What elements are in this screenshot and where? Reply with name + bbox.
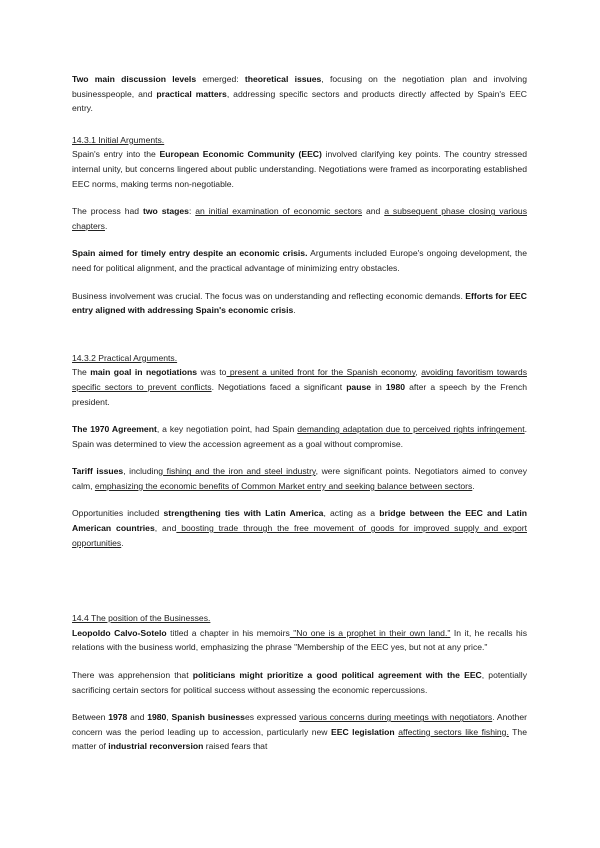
text: emerged: xyxy=(196,74,245,84)
paragraph xyxy=(72,422,527,451)
text: after a speech by the French president. xyxy=(72,381,527,407)
text: , including xyxy=(123,466,164,477)
text: raised fears that xyxy=(203,741,268,752)
text: Between xyxy=(72,712,109,723)
paragraph xyxy=(72,365,527,409)
text: Business involvement was crucial. The focus was on understanding and reflecting economic demands. xyxy=(72,290,466,301)
paragraph xyxy=(72,626,527,655)
bold-text: two stages xyxy=(143,206,189,217)
underlined-text: an initial examination of economic sectors xyxy=(195,206,363,217)
underlined-text: boosting trade through the free movement of goods for improved supply and export opportunities xyxy=(72,523,527,548)
paragraph xyxy=(72,464,527,493)
bold-text: politicians might prioritize a good political agreement with the EEC xyxy=(192,670,482,681)
bold-text: pause xyxy=(346,381,372,392)
bold-text: Spain aimed for timely entry despite an economic crisis. xyxy=(72,248,308,259)
underlined-text: fishing and the iron and steel industry xyxy=(163,466,316,477)
section-heading-practical-arguments: 14.3.2 Practical Arguments. xyxy=(72,352,178,363)
text: and xyxy=(362,206,385,217)
bold-text: strengthening ties with Latin America xyxy=(163,508,324,519)
page-content xyxy=(72,72,527,767)
spacer xyxy=(72,331,527,351)
bold-text: practical matters xyxy=(156,88,227,99)
text: . Spain was determined to view the accession agreement as a goal without compromise. xyxy=(72,424,527,449)
underlined-text: present a united front for the Spanish economy xyxy=(226,367,416,378)
bold-text: bridge between the EEC and Latin American countries xyxy=(72,508,527,534)
text: , xyxy=(415,367,422,378)
text: The process had xyxy=(72,206,144,217)
text: involved clarifying key points. The country stressed internal unity, but concerns lingered about public understanding. Negotiations were framed as incorporating established EEC norms, making terms non-negotiable. xyxy=(72,149,527,189)
text: , a key negotiation point, had Spain xyxy=(156,424,298,435)
text: . xyxy=(472,480,475,491)
underlined-text: affecting sectors like fishing. xyxy=(398,726,509,737)
text: . Negotiations faced a significant xyxy=(211,381,347,392)
bold-text: 1978 xyxy=(108,712,128,723)
text: and xyxy=(127,712,148,723)
bold-text: The 1970 Agreement xyxy=(72,424,157,435)
bold-text: 1980 xyxy=(385,381,406,392)
bold-text: main goal in negotiations xyxy=(90,367,198,378)
spacer xyxy=(72,563,527,611)
text: . Another concern was the period leading up to accession, particularly new xyxy=(72,712,527,737)
bold-text: theoretical issues xyxy=(244,74,322,84)
intro-paragraph xyxy=(72,72,527,116)
text: . xyxy=(293,305,296,316)
text: . xyxy=(121,537,124,548)
text: was to xyxy=(197,367,227,378)
bold-text: 1980 xyxy=(147,712,167,723)
bold-text: Efforts for EEC entry aligned with addressing Spain's economic crisis xyxy=(72,290,527,316)
text: , and xyxy=(154,523,177,534)
section-heading-initial-arguments: 14.3.1 Initial Arguments. xyxy=(72,134,165,145)
text: The xyxy=(72,367,91,378)
underlined-text: avoiding favoritism towards specific sectors to prevent conflicts xyxy=(72,367,527,392)
text: Opportunities included xyxy=(72,508,164,519)
text: , focusing on the negotiation plan and involving businesspeople, and xyxy=(72,74,527,99)
paragraph xyxy=(72,710,527,754)
text: , potentially sacrificing certain sectors for political success without assessing the economic repercussions. xyxy=(72,670,528,695)
bold-text: industrial reconversion xyxy=(108,741,204,752)
text: , xyxy=(166,712,172,723)
bold-text: EEC legislation xyxy=(331,726,395,737)
underlined-text: various concerns during meetings with negotiators xyxy=(299,712,493,723)
bold-text: Leopoldo Calvo-Sotelo xyxy=(72,627,167,638)
text: Arguments included Europe's ongoing development, the need for political alignment, and the practical advantage of minimizing entry obstacles. xyxy=(72,248,527,273)
text: The matter of xyxy=(72,726,527,752)
underlined-text: a subsequent phase closing various chapters xyxy=(72,206,527,231)
underlined-text: "No one is a prophet in their own land." xyxy=(289,627,451,638)
text: , acting as a xyxy=(323,508,380,519)
paragraph xyxy=(72,668,527,697)
section-heading-businesses: 14.4 The position of the Businesses. xyxy=(72,613,211,624)
text: , were significant points. Negotiators aimed to convey calm, xyxy=(72,466,527,491)
bold-text: Two main discussion levels xyxy=(72,74,197,84)
paragraph xyxy=(72,506,527,550)
text: in xyxy=(371,381,386,392)
paragraph xyxy=(72,147,527,191)
text: : xyxy=(188,206,196,217)
text: Spain's entry into the xyxy=(72,149,160,160)
text: In it, he recalls his relations with the business world, emphasizing the phrase "Membership of the EEC yes, but not at any price." xyxy=(72,627,528,653)
text: . xyxy=(104,220,108,231)
text: There was apprehension that xyxy=(72,670,193,681)
bold-text: Tariff issues xyxy=(72,466,124,477)
bold-text: Spanish business xyxy=(171,712,245,723)
text: titled a chapter in his memoirs xyxy=(166,627,290,638)
paragraph xyxy=(72,246,527,275)
paragraph xyxy=(72,204,527,233)
underlined-text: emphasizing the economic benefits of Common Market entry and seeking balance between sectors xyxy=(94,480,473,491)
underlined-text: demanding adaptation due to perceived rights infringement xyxy=(297,424,525,435)
paragraph xyxy=(72,289,527,318)
text: es expressed xyxy=(244,712,300,723)
text: , addressing specific sectors and products directly affected by Spain's EEC entry. xyxy=(72,88,528,114)
bold-text: European Economic Community (EEC) xyxy=(159,149,322,160)
